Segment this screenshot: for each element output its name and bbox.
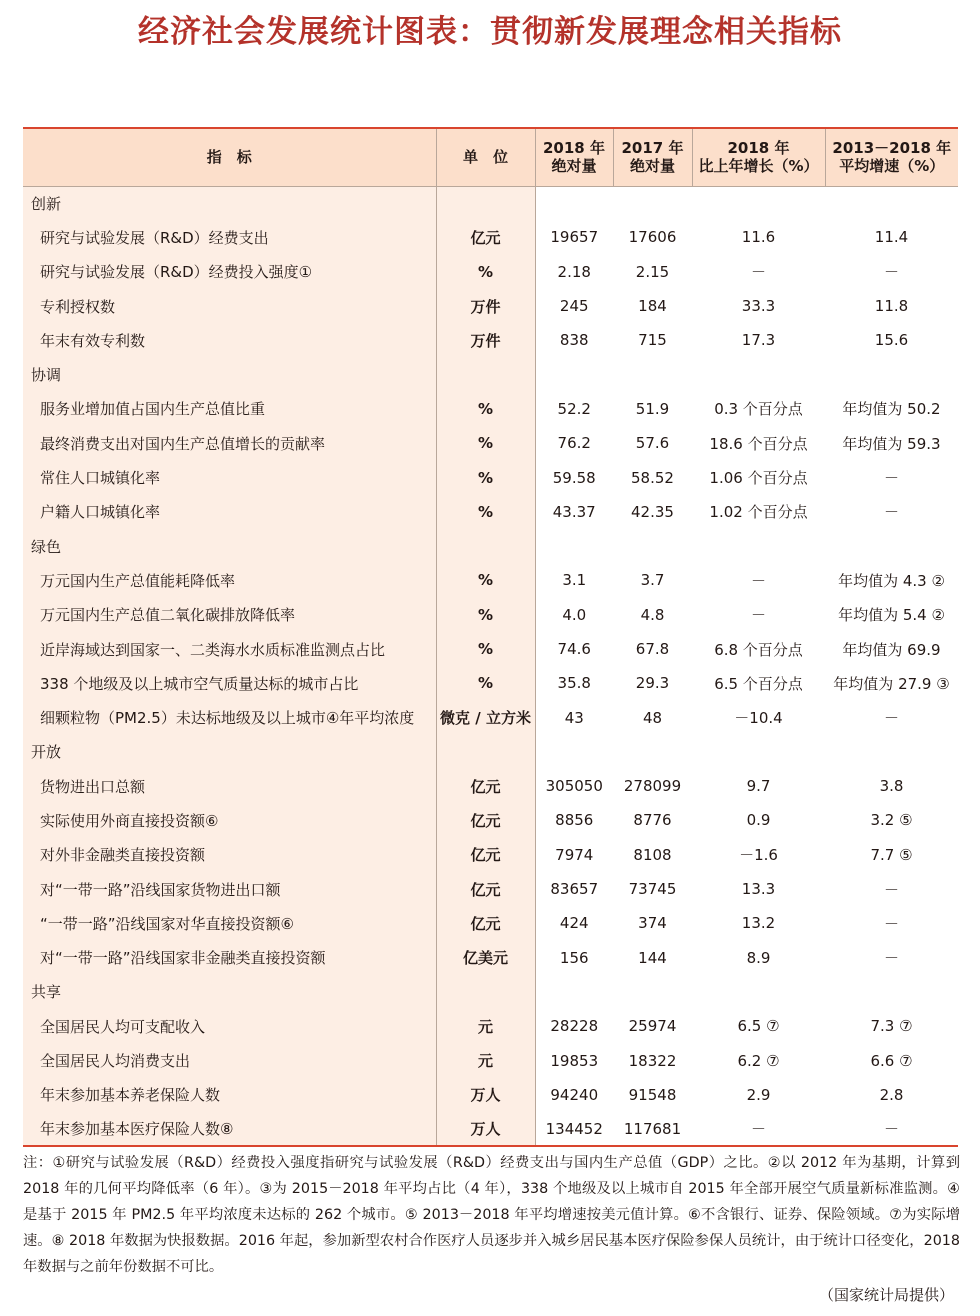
average-growth xyxy=(825,975,958,1009)
average-growth: － xyxy=(883,1120,899,1139)
value-2018: 8856 xyxy=(535,803,613,837)
value-2017 xyxy=(613,975,692,1009)
value-2017: 29.3 xyxy=(635,674,670,693)
value-2018: 245 xyxy=(535,289,613,323)
header-2018-growth: 2018 年 比上年增长（%） xyxy=(692,128,825,186)
unit-cell: 微克 / 立方米 xyxy=(436,700,535,734)
growth-2018: － xyxy=(750,263,766,282)
average-growth: 年均值为 5.4 ② xyxy=(838,606,945,625)
table-row xyxy=(23,1043,958,1077)
value-2018 xyxy=(535,186,613,220)
category-label: 开放 xyxy=(23,735,436,769)
value-2017: 3.7 xyxy=(640,571,665,590)
indicator-name: 细颗粒物（PM2.5）未达标地级及以上城市④年平均浓度 xyxy=(23,700,436,734)
unit-cell: 元 xyxy=(436,1009,535,1043)
value-2017: 18322 xyxy=(628,1051,677,1070)
average-growth: － xyxy=(883,469,899,488)
category-row xyxy=(23,975,958,1009)
growth-2018: － xyxy=(750,1120,766,1139)
unit-cell: 万人 xyxy=(436,1078,535,1112)
growth-2018: 8.9 xyxy=(746,948,771,967)
table-row xyxy=(23,666,958,700)
growth-2018: 1.06 个百分点 xyxy=(709,469,808,488)
average-growth: 年均值为 50.2 xyxy=(842,400,941,419)
value-2017: 25974 xyxy=(628,1017,677,1036)
value-2018: 59.58 xyxy=(535,460,613,494)
indicator-table xyxy=(23,127,958,1147)
average-growth xyxy=(825,735,958,769)
value-2018: 19657 xyxy=(535,220,613,254)
indicator-name: 对“一带一路”沿线国家非金融类直接投资额 xyxy=(23,941,436,975)
unit-cell: 元 xyxy=(436,1043,535,1077)
value-2018: 3.1 xyxy=(535,563,613,597)
table-row xyxy=(23,769,958,803)
indicator-name: 研究与试验发展（R&D）经费支出 xyxy=(23,220,436,254)
value-2017: 51.9 xyxy=(635,399,670,418)
unit-cell: 万件 xyxy=(436,323,535,357)
table-row xyxy=(23,941,958,975)
indicator-name: 近岸海域达到国家一、二类海水水质标准监测点占比 xyxy=(23,632,436,666)
category-label: 创新 xyxy=(23,186,436,220)
indicator-name: 全国居民人均可支配收入 xyxy=(23,1009,436,1043)
unit-cell: % xyxy=(436,495,535,529)
header-2018-absolute: 2018 年 绝对量 xyxy=(535,128,613,186)
value-2017: 117681 xyxy=(623,1119,682,1138)
value-2017: 278099 xyxy=(623,777,682,796)
value-2018: 94240 xyxy=(535,1078,613,1112)
table-row xyxy=(23,289,958,323)
value-2018: 35.8 xyxy=(535,666,613,700)
table-row xyxy=(23,426,958,460)
value-2018: 19853 xyxy=(535,1043,613,1077)
growth-2018: 1.02 个百分点 xyxy=(709,503,808,522)
average-growth: 年均值为 27.9 ③ xyxy=(833,674,950,693)
table-row xyxy=(23,1078,958,1112)
value-2018: 424 xyxy=(535,906,613,940)
value-2018: 43 xyxy=(535,700,613,734)
growth-2018: 0.3 个百分点 xyxy=(714,400,803,419)
indicator-name: 最终消费支出对国内生产总值增长的贡献率 xyxy=(23,426,436,460)
growth-2018: 13.3 xyxy=(741,880,776,899)
indicator-name: 年末参加基本医疗保险人数⑧ xyxy=(23,1112,436,1146)
header-unit: 单 位 xyxy=(436,128,535,186)
value-2018 xyxy=(535,735,613,769)
category-label: 协调 xyxy=(23,357,436,391)
average-growth: 年均值为 69.9 xyxy=(842,640,941,659)
table-body xyxy=(23,186,958,1146)
header-average-growth: 2013－2018 年 平均增速（%） xyxy=(825,128,958,186)
growth-2018: 0.9 xyxy=(746,811,771,830)
value-2017: 2.15 xyxy=(635,262,670,281)
average-growth: 7.3 ⑦ xyxy=(870,1017,913,1036)
indicator-name: 专利授权数 xyxy=(23,289,436,323)
value-2017: 91548 xyxy=(628,1085,677,1104)
unit-cell: 亿元 xyxy=(436,906,535,940)
growth-2018: 6.5 个百分点 xyxy=(714,674,803,693)
growth-2018: －1.6 xyxy=(739,846,778,865)
category-label: 共享 xyxy=(23,975,436,1009)
growth-2018: － xyxy=(750,606,766,625)
average-growth: 6.6 ⑦ xyxy=(870,1051,913,1070)
table-row xyxy=(23,872,958,906)
indicator-table-container xyxy=(23,127,958,1147)
table-row xyxy=(23,598,958,632)
table-row xyxy=(23,495,958,529)
unit-cell xyxy=(436,186,535,220)
average-growth: 15.6 xyxy=(874,331,909,350)
table-row xyxy=(23,392,958,426)
indicator-name: “一带一路”沿线国家对华直接投资额⑥ xyxy=(23,906,436,940)
average-growth: 年均值为 4.3 ② xyxy=(838,571,945,590)
header-2017-absolute: 2017 年 绝对量 xyxy=(613,128,692,186)
table-row xyxy=(23,906,958,940)
indicator-name: 万元国内生产总值二氧化碳排放降低率 xyxy=(23,598,436,632)
unit-cell: % xyxy=(436,666,535,700)
indicator-name: 实际使用外商直接投资额⑥ xyxy=(23,803,436,837)
value-2017: 57.6 xyxy=(635,434,670,453)
value-2017: 4.8 xyxy=(640,605,665,624)
value-2018: 156 xyxy=(535,941,613,975)
unit-cell: % xyxy=(436,563,535,597)
growth-2018 xyxy=(692,186,825,220)
indicator-name: 研究与试验发展（R&D）经费投入强度① xyxy=(23,255,436,289)
value-2017 xyxy=(613,186,692,220)
growth-2018: － xyxy=(750,571,766,590)
value-2018: 7974 xyxy=(535,838,613,872)
indicator-name: 万元国内生产总值能耗降低率 xyxy=(23,563,436,597)
growth-2018: 6.5 ⑦ xyxy=(737,1017,780,1036)
value-2017: 48 xyxy=(642,708,663,727)
growth-2018: 11.6 xyxy=(741,228,776,247)
unit-cell: 亿元 xyxy=(436,803,535,837)
indicator-name: 338 个地级及以上城市空气质量达标的城市占比 xyxy=(23,666,436,700)
unit-cell xyxy=(436,357,535,391)
value-2017: 58.52 xyxy=(631,468,674,487)
value-2017: 184 xyxy=(638,297,667,316)
growth-2018: 2.9 xyxy=(746,1085,771,1104)
unit-cell: 万件 xyxy=(436,289,535,323)
indicator-name: 年末参加基本养老保险人数 xyxy=(23,1078,436,1112)
indicator-name: 服务业增加值占国内生产总值比重 xyxy=(23,392,436,426)
growth-2018: 13.2 xyxy=(741,914,776,933)
value-2017 xyxy=(613,357,692,391)
table-row xyxy=(23,563,958,597)
value-2018: 28228 xyxy=(535,1009,613,1043)
growth-2018: 9.7 xyxy=(746,777,771,796)
average-growth: 年均值为 59.3 xyxy=(842,434,941,453)
value-2018: 134452 xyxy=(535,1112,613,1146)
value-2017: 374 xyxy=(638,914,667,933)
value-2017: 42.35 xyxy=(631,502,674,521)
unit-cell: % xyxy=(436,460,535,494)
unit-cell: 亿元 xyxy=(436,872,535,906)
table-row xyxy=(23,803,958,837)
indicator-name: 货物进出口总额 xyxy=(23,769,436,803)
unit-cell: % xyxy=(436,255,535,289)
table-row xyxy=(23,255,958,289)
footnotes: 注：①研究与试验发展（R&D）经费投入强度指研究与试验发展（R&D）经费支出与国内生产总值（GDP）之比。②以 2012 年为基期，计算到 2018 年的几何平均降低率（6 年）。③为 2015－2018 年平均占比（4 年），338 个地级及以上城市自 2015 年全部开展空气质量新标准监测。④是基于 2015 年 PM2.5 年平均浓度未达标的 262 个城市。⑤ 2013－2018 年平均增速按美元值计算。⑥不含银行、证券、保险领域。⑦为实际增速。⑧ 2018 年数据为快报数据。2016 年起，参加新型农村合作医疗人员逐步并入城乡居民基本医疗保险参保人员统计，由于统计口径变化，2018 年数据与之前年份数据不可比。 xyxy=(23,1155,960,1275)
value-2018 xyxy=(535,975,613,1009)
growth-2018 xyxy=(692,529,825,563)
value-2018: 43.37 xyxy=(535,495,613,529)
average-growth: － xyxy=(883,880,899,899)
value-2017 xyxy=(613,735,692,769)
table-row xyxy=(23,1112,958,1146)
average-growth: 3.2 ⑤ xyxy=(870,811,913,830)
unit-cell: 亿美元 xyxy=(436,941,535,975)
unit-cell xyxy=(436,735,535,769)
indicator-name: 对“一带一路”沿线国家货物进出口额 xyxy=(23,872,436,906)
average-growth xyxy=(825,529,958,563)
category-row xyxy=(23,186,958,220)
indicator-name: 年末有效专利数 xyxy=(23,323,436,357)
average-growth: － xyxy=(883,914,899,933)
value-2018: 2.18 xyxy=(535,255,613,289)
value-2018 xyxy=(535,529,613,563)
average-growth: － xyxy=(883,263,899,282)
category-row xyxy=(23,357,958,391)
source-credit: （国家统计局提供） xyxy=(818,1286,954,1304)
value-2018: 838 xyxy=(535,323,613,357)
value-2017: 144 xyxy=(638,948,667,967)
table-row xyxy=(23,632,958,666)
indicator-name: 对外非金融类直接投资额 xyxy=(23,838,436,872)
growth-2018: 18.6 个百分点 xyxy=(709,434,808,453)
value-2018: 305050 xyxy=(535,769,613,803)
value-2017: 8108 xyxy=(633,845,672,864)
table-row xyxy=(23,460,958,494)
header-indicator: 指 标 xyxy=(23,128,436,186)
unit-cell: 亿元 xyxy=(436,838,535,872)
average-growth: － xyxy=(883,503,899,522)
unit-cell: % xyxy=(436,632,535,666)
unit-cell: 亿元 xyxy=(436,220,535,254)
indicator-name: 全国居民人均消费支出 xyxy=(23,1043,436,1077)
unit-cell: % xyxy=(436,426,535,460)
growth-2018 xyxy=(692,975,825,1009)
unit-cell: 万人 xyxy=(436,1112,535,1146)
indicator-name: 户籍人口城镇化率 xyxy=(23,495,436,529)
average-growth: 2.8 xyxy=(879,1085,904,1104)
growth-2018: 6.8 个百分点 xyxy=(714,640,803,659)
page-title: 经济社会发展统计图表：贯彻新发展理念相关指标 xyxy=(138,14,842,50)
value-2018: 76.2 xyxy=(535,426,613,460)
table-row xyxy=(23,1009,958,1043)
unit-cell: % xyxy=(436,598,535,632)
value-2017 xyxy=(613,529,692,563)
value-2017: 73745 xyxy=(628,880,677,899)
growth-2018: 6.2 ⑦ xyxy=(737,1051,780,1070)
value-2018: 83657 xyxy=(535,872,613,906)
table-header-row xyxy=(23,128,958,186)
growth-2018: －10.4 xyxy=(734,709,783,728)
unit-cell xyxy=(436,975,535,1009)
average-growth: 11.4 xyxy=(874,228,909,247)
category-label: 绿色 xyxy=(23,529,436,563)
unit-cell: 亿元 xyxy=(436,769,535,803)
growth-2018 xyxy=(692,735,825,769)
value-2017: 67.8 xyxy=(635,640,670,658)
unit-cell xyxy=(436,529,535,563)
average-growth: － xyxy=(883,709,899,728)
table-row xyxy=(23,323,958,357)
unit-cell: % xyxy=(436,392,535,426)
table-row xyxy=(23,700,958,734)
value-2017: 8776 xyxy=(633,811,672,830)
growth-2018 xyxy=(692,357,825,391)
value-2018: 74.6 xyxy=(535,632,613,666)
table-row xyxy=(23,838,958,872)
category-row xyxy=(23,735,958,769)
value-2017: 17606 xyxy=(628,228,677,247)
value-2018: 4.0 xyxy=(535,598,613,632)
value-2017: 715 xyxy=(638,331,667,350)
category-row xyxy=(23,529,958,563)
average-growth: 7.7 ⑤ xyxy=(870,845,913,864)
average-growth xyxy=(825,357,958,391)
value-2018 xyxy=(535,357,613,391)
value-2018: 52.2 xyxy=(535,392,613,426)
average-growth: 3.8 xyxy=(879,777,904,796)
average-growth: 11.8 xyxy=(874,297,909,316)
average-growth: － xyxy=(883,949,899,968)
growth-2018: 17.3 xyxy=(741,331,776,350)
table-row xyxy=(23,220,958,254)
growth-2018: 33.3 xyxy=(741,297,776,316)
average-growth xyxy=(825,186,958,220)
indicator-name: 常住人口城镇化率 xyxy=(23,460,436,494)
